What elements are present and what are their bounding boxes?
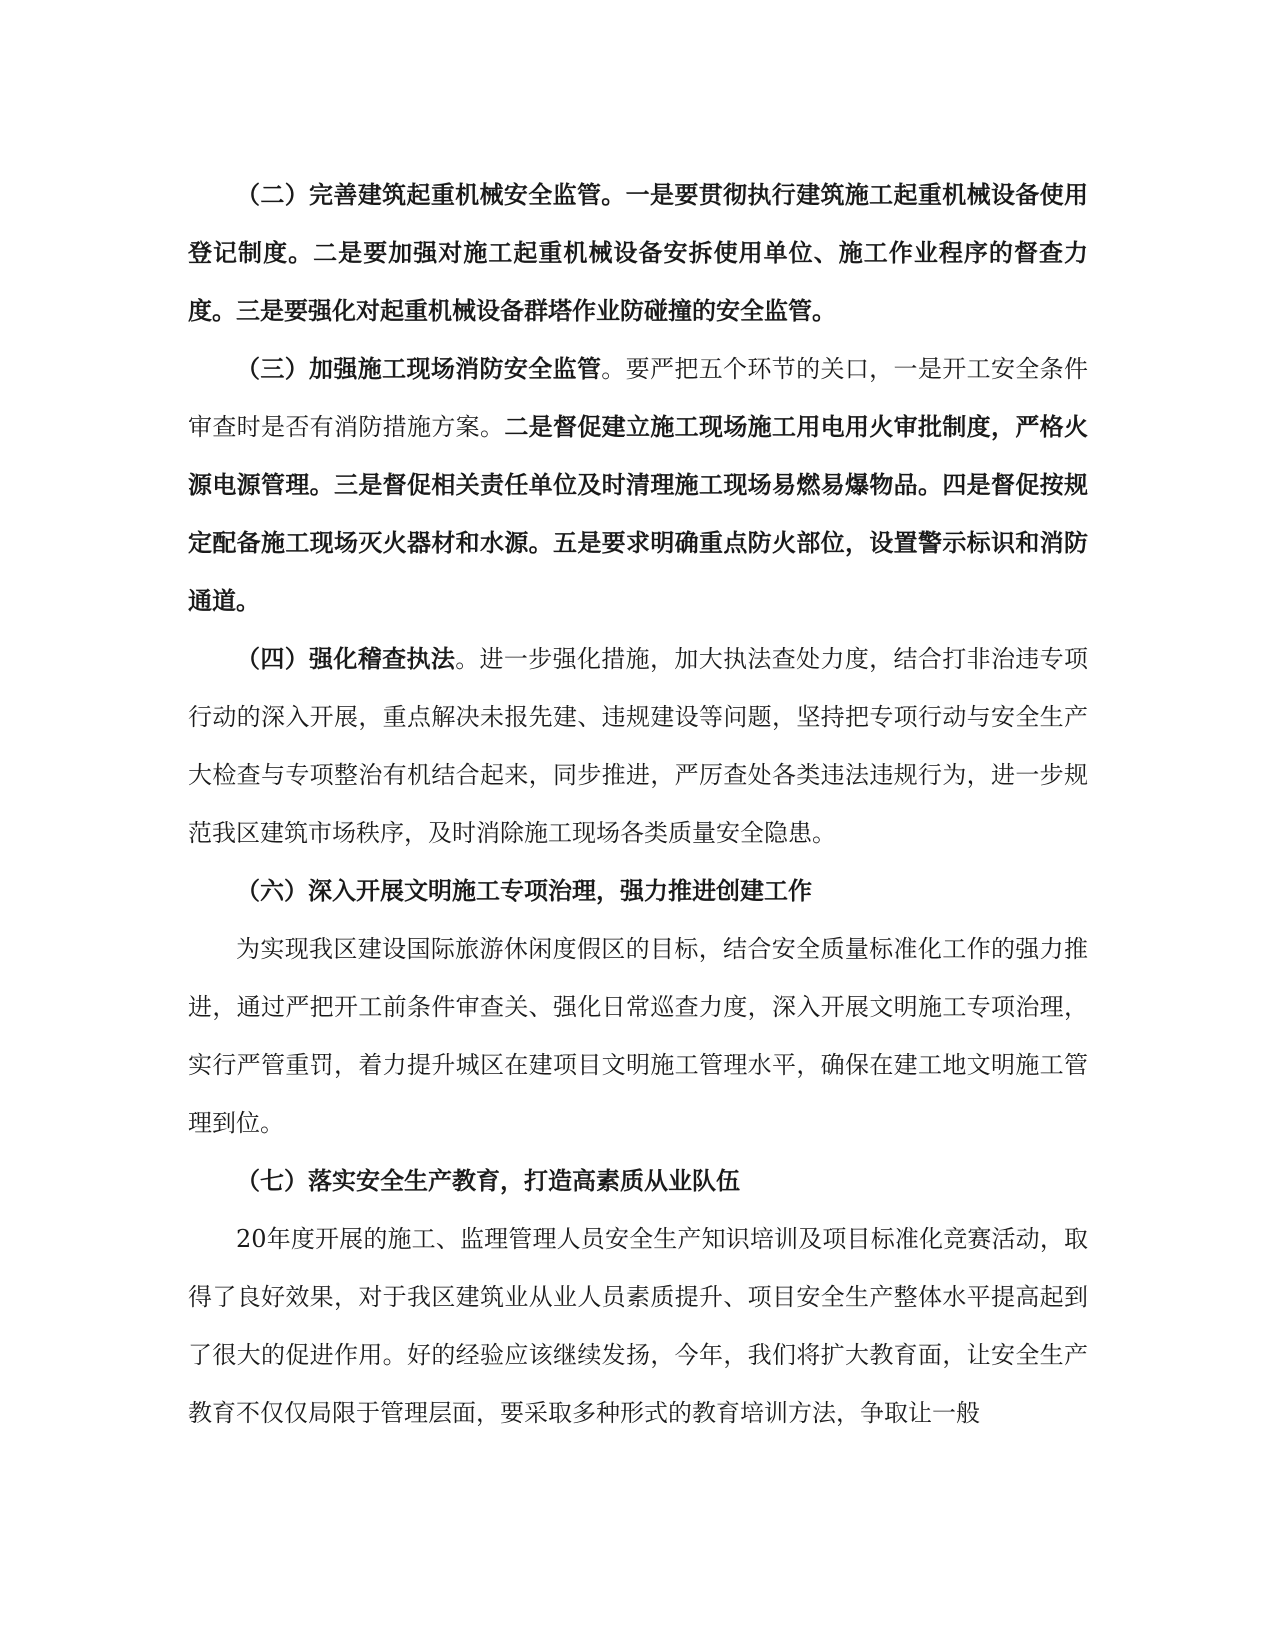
paragraph-enforcement — [188, 630, 1088, 862]
paragraph-fire-safety — [188, 340, 1088, 630]
text-segment: （七）落实安全生产教育，打造高素质从业队伍 — [236, 1167, 740, 1195]
text-segment: （四）强化稽查执法 — [236, 645, 456, 673]
paragraph-crane-safety — [188, 166, 1088, 340]
text-segment: 20年度开展的施工、监理管理人员安全生产知识培训及项目标准化竞赛活动，取得了良好效果，对于我区建筑业从业人员素质提升、项目安全生产整体水平提高起到了很大的促进作用。好的经验应该继续发扬，今年，我们将扩大教育面，让安全生产教育不仅仅局限于管理层面，要采取多种形式的教育培训方法，争取让一般 — [188, 1225, 1088, 1427]
heading-safety-education — [188, 1152, 1088, 1210]
text-segment: 二是督促建立施工现场施工用电用火审批制度，严格火源电源管理。三是督促相关责任单位及时清理施工现场易燃易爆物品。四是督促按规定配备施工现场灭火器材和水源。五是要求明确重点防火部位，设置警示标识和消防通道。 — [188, 413, 1089, 615]
text-segment: 为实现我区建设国际旅游休闲度假区的目标，结合安全质量标准化工作的强力推进，通过严把开工前条件审查关、强化日常巡查力度，深入开展文明施工专项治理，实行严管重罚，着力提升城区在建项目文明施工管理水平，确保在建工地文明施工管理到位。 — [188, 935, 1088, 1137]
paragraph-civilized-construction — [188, 920, 1088, 1152]
text-segment: （六）深入开展文明施工专项治理，强力推进创建工作 — [236, 877, 812, 905]
text-segment: 。进一步强化措施，加大执法查处力度，结合打非治违专项行动的深入开展，重点解决未报先建、违规建设等问题，坚持把专项行动与安全生产大检查与专项整治有机结合起来，同步推进，严厉查处各类违法违规行为，进一步规范我区建筑市场秩序，及时消除施工现场各类质量安全隐患。 — [188, 645, 1089, 847]
text-segment: 。要严把五个环节的关口，一是开工安全条件审查时是否有消防措施方案。 — [188, 355, 1089, 441]
paragraph-safety-education — [188, 1210, 1088, 1442]
text-segment: （二）完善建筑起重机械安全监管。一是要贯彻执行建筑施工起重机械设备使用登记制度。二是要加强对施工起重机械设备安拆使用单位、施工作业程序的督查力度。三是要强化对起重机械设备群塔作业防碰撞的安全监管。 — [188, 181, 1088, 325]
heading-civilized-construction — [188, 862, 1088, 920]
text-segment: （三）加强施工现场消防安全监管 — [236, 355, 602, 383]
document-body — [188, 166, 1088, 1442]
